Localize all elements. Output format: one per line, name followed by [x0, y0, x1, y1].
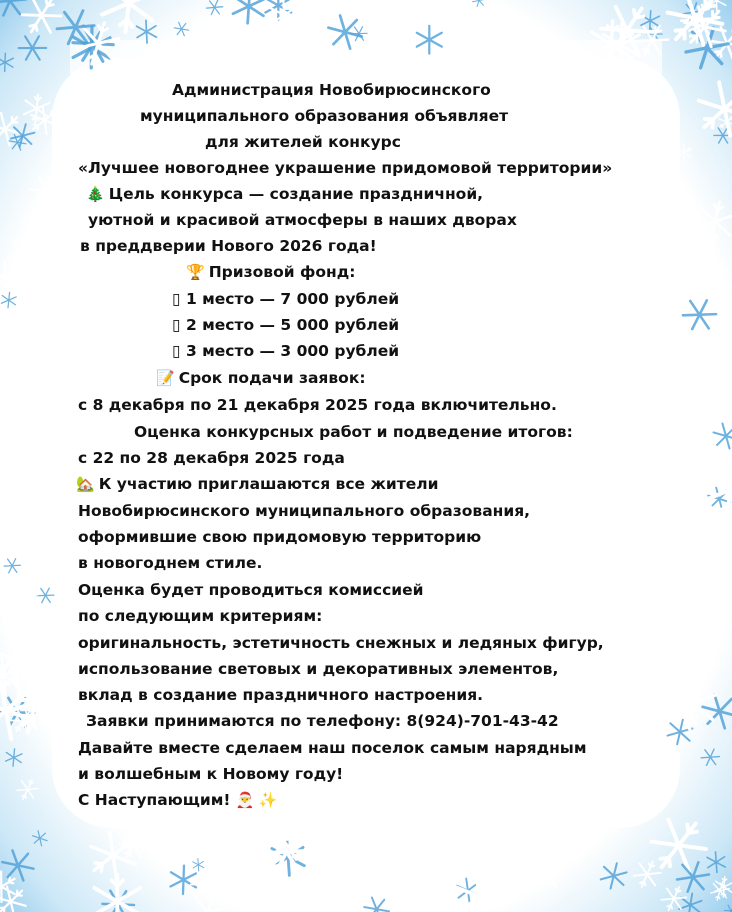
memo-icon: 📝 — [156, 369, 175, 387]
prize-item — [172, 341, 399, 361]
deadline-title: Срок подачи заявок: — [178, 369, 366, 387]
invite-line-1 — [76, 474, 438, 494]
invite-line-2: Новобирюсинского муниципального образования, — [78, 502, 531, 520]
header-line-2: муниципального образования объявляет — [140, 107, 509, 125]
criteria-line-1: Оценка будет проводиться комиссией — [78, 581, 424, 599]
prize-text: 1 место — 7 000 рублей — [185, 290, 400, 308]
prize-title: Призовой фонд: — [208, 263, 356, 281]
criteria-line-5: вклад в создание праздничного настроения. — [78, 686, 484, 704]
prize-text: 3 место — 3 000 рублей — [185, 342, 400, 360]
prize-text: 2 место — 5 000 рублей — [185, 316, 400, 334]
phone-line: Заявки принимаются по телефону: 8(924)-701-43-42 — [86, 712, 559, 730]
evaluation-title: Оценка конкурсных работ и подведение итогов: — [134, 423, 573, 441]
invite-line-3: оформившие свою придомовую территорию — [78, 528, 482, 546]
closing-line-2: и волшебным к Новому году! — [78, 765, 344, 783]
santa-icon: 🎅 — [235, 791, 255, 809]
goal-line-3: в преддверии Нового 2026 года! — [80, 237, 377, 255]
goal-line-1 — [86, 184, 483, 204]
invite-text-1: К участию приглашаются все жители — [98, 475, 439, 493]
evaluation-text: с 22 по 28 декабря 2025 года — [78, 449, 345, 467]
header-line-1: Администрация Новобирюсинского — [172, 81, 491, 99]
header-line-3: для жителей конкурс — [205, 133, 401, 151]
goal-text-1: Цель конкурса — создание праздничной, — [108, 185, 484, 203]
prize-title-line — [186, 262, 355, 282]
prize-item — [172, 315, 399, 335]
greeting-text: С Наступающим! — [78, 791, 231, 809]
sparkles-icon: ✨ — [258, 791, 278, 809]
deadline-text: с 8 декабря по 21 декабря 2025 года включительно. — [78, 396, 557, 414]
prize-marker: ▯ — [172, 290, 181, 308]
criteria-line-3: оригинальность, эстетичность снежных и ледяных фигур, — [78, 634, 604, 652]
christmas-tree-icon: 🎄 — [86, 185, 105, 203]
invite-line-4: в новогоднем стиле. — [78, 554, 263, 572]
contest-name: «Лучшее новогоднее украшение придомовой территории» — [78, 159, 613, 177]
criteria-line-4: использование световых и декоративных элементов, — [78, 660, 559, 678]
prize-marker: ▯ — [172, 342, 181, 360]
goal-line-2: уютной и красивой атмосферы в наших дворах — [88, 211, 517, 229]
greeting-line — [78, 790, 281, 810]
prize-marker: ▯ — [172, 316, 181, 334]
prize-item — [172, 289, 399, 309]
criteria-line-2: по следующим критериям: — [78, 607, 323, 625]
closing-line-1: Давайте вместе сделаем наш поселок самым нарядным — [78, 739, 587, 757]
deadline-title-line — [156, 368, 366, 388]
house-icon: 🏡 — [76, 475, 95, 493]
trophy-icon: 🏆 — [186, 263, 205, 281]
